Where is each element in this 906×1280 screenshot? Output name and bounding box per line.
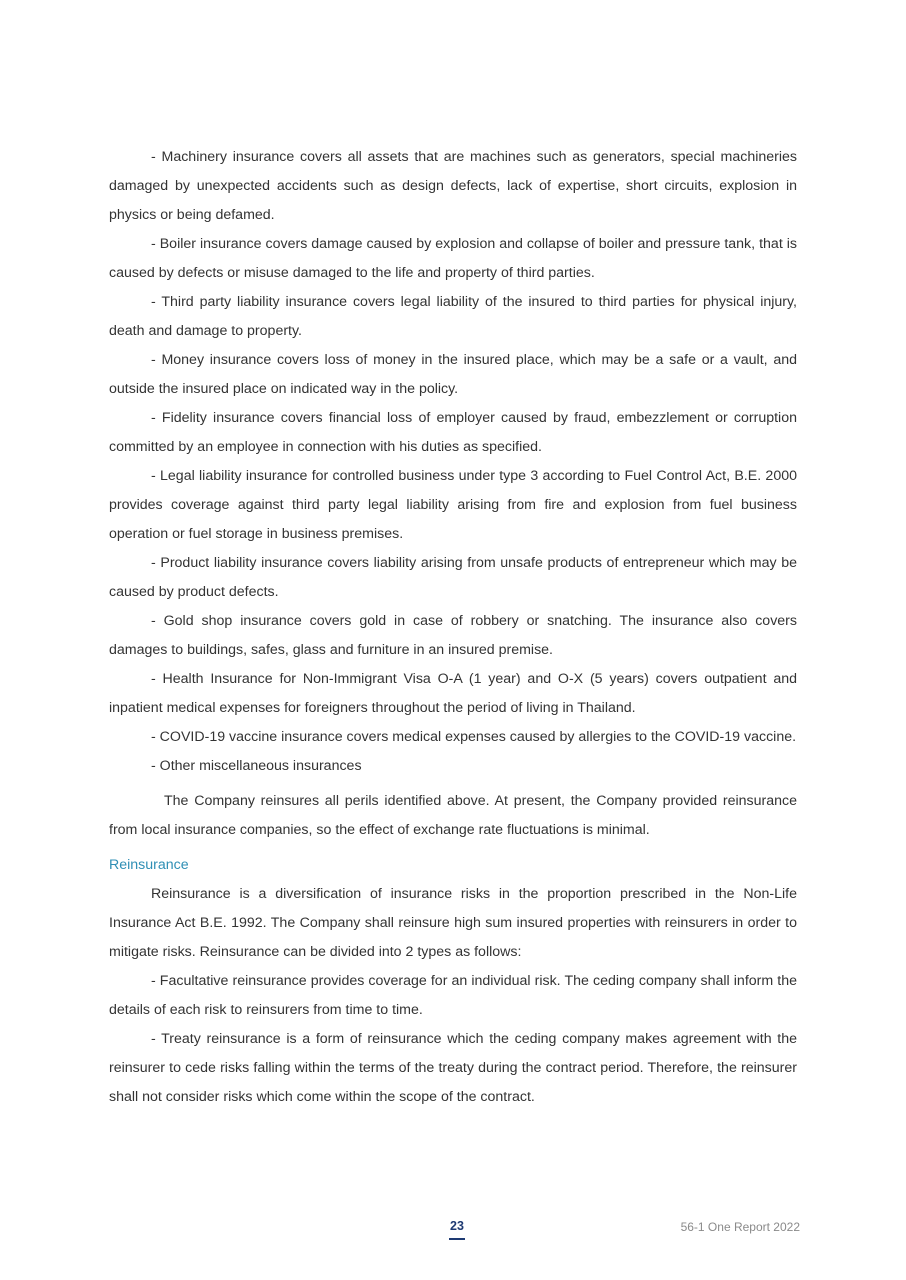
report-name: 56-1 One Report 2022 [680,1220,800,1234]
paragraph-health-insurance-visa: - Health Insurance for Non-Immigrant Visa O-A (1 year) and O-X (5 years) covers outpatient and inpatient medical expenses for foreigners throughout the period of living in Thailand. [109,671,797,716]
paragraph-facultative-reinsurance: - Facultative reinsurance provides coverage for an individual risk. The ceding company shall inform the details of each risk to reinsurers from time to time. [109,973,797,1018]
paragraph-fuel-legal-liability: - Legal liability insurance for controlled business under type 3 according to Fuel Control Act, B.E. 2000 provides coverage against third party legal liability arising from fire and explosion from fuel business operation or fuel storage in business premises. [109,468,797,542]
paragraph-product-liability: - Product liability insurance covers liability arising from unsafe products of entrepreneur which may be caused by product defects. [109,555,797,600]
paragraph-gold-shop-insurance: - Gold shop insurance covers gold in case of robbery or snatching. The insurance also covers damages to buildings, safes, glass and furniture in an insured premise. [109,613,797,658]
paragraph-money-insurance: - Money insurance covers loss of money in the insured place, which may be a safe or a vault, and outside the insured place on indicated way in the policy. [109,352,797,397]
body-text [109,143,797,1112]
paragraph-fidelity-insurance: - Fidelity insurance covers financial loss of employer caused by fraud, embezzlement or corruption committed by an employee in connection with his duties as specified. [109,410,797,455]
paragraph-machinery-insurance: - Machinery insurance covers all assets that are machines such as generators, special machineries damaged by unexpected accidents such as design defects, lack of expertise, short circuits, explosion in physics or being defamed. [109,149,797,223]
paragraph-third-party-liability: - Third party liability insurance covers legal liability of the insured to third parties for physical injury, death and damage to property. [109,294,797,339]
paragraph-other-insurances: - Other miscellaneous insurances [151,758,362,774]
paragraph-covid-vaccine-insurance: - COVID-19 vaccine insurance covers medical expenses caused by allergies to the COVID-19 vaccine. [151,729,797,745]
paragraph-reinsurance-summary: The Company reinsures all perils identified above. At present, the Company provided reinsurance from local insurance companies, so the effect of exchange rate fluctuations is minimal. [109,793,797,838]
paragraph-treaty-reinsurance: - Treaty reinsurance is a form of reinsurance which the ceding company makes agreement with the reinsurer to cede risks falling within the terms of the treaty during the contract period. Therefore, the reinsurer shall not consider risks which come within the scope of the contract. [109,1031,797,1105]
paragraph-reinsurance-intro: Reinsurance is a diversification of insurance risks in the proportion prescribed in the Non-Life Insurance Act B.E. 1992. The Company shall reinsure high sum insured properties with reinsurers in order to mitigate risks. Reinsurance can be divided into 2 types as follows: [109,886,797,960]
paragraph-boiler-insurance: - Boiler insurance covers damage caused by explosion and collapse of boiler and pressure tank, that is caused by defects or misuse damaged to the life and property of third parties. [109,236,797,281]
section-heading-reinsurance: Reinsurance [109,857,189,873]
page-number-underline [449,1238,465,1240]
page-number: 23 [450,1219,464,1233]
